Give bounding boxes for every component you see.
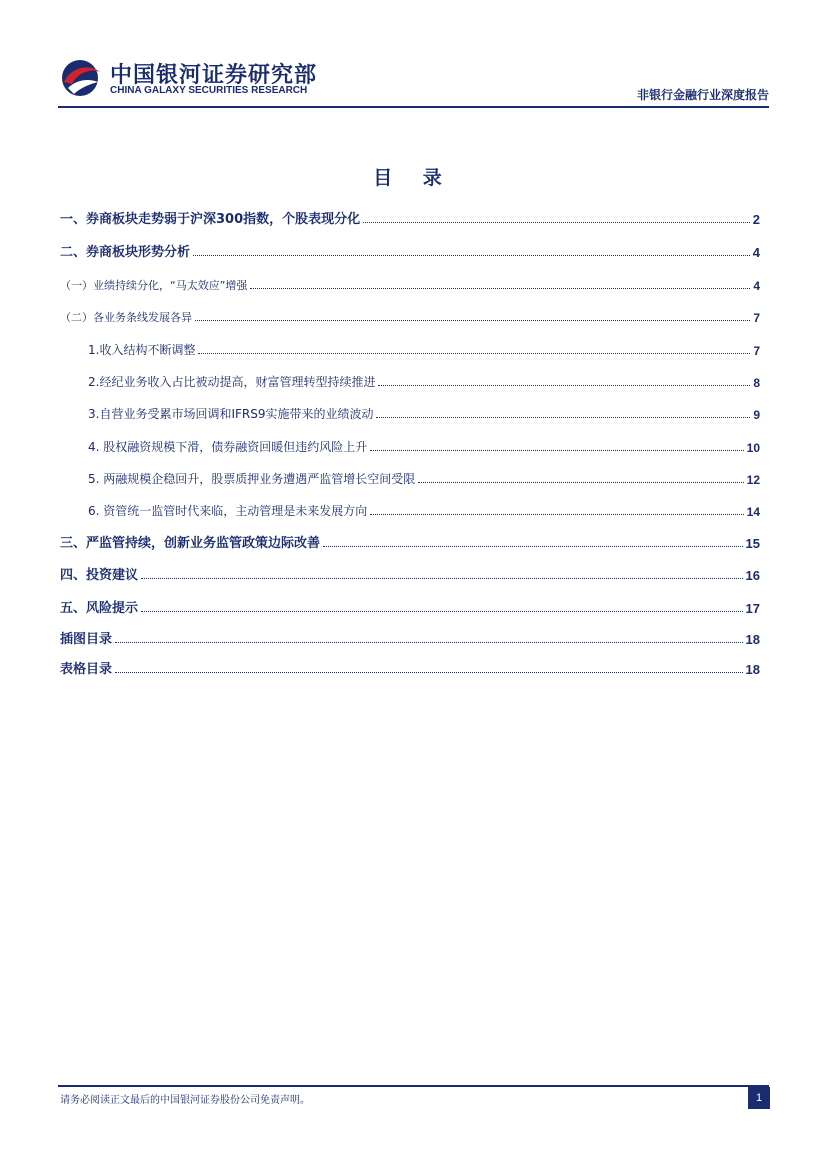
toc-page-number: 18: [745, 662, 760, 677]
toc-dot-leader: [141, 610, 743, 612]
toc-entry[interactable]: [60, 627, 760, 647]
toc-entry-text: 6. 资管统一监管时代来临，主动管理是未来发展方向: [88, 504, 368, 518]
footer-divider: [58, 1085, 769, 1087]
footer-disclaimer: 请务必阅读正文最后的中国银河证券股份公司免责声明。: [60, 1095, 310, 1106]
toc-dot-leader: [370, 513, 743, 515]
toc-dot-leader: [370, 449, 743, 451]
logo-english-name: CHINA GALAXY SECURITIES RESEARCH: [110, 85, 308, 96]
galaxy-logo-icon: [60, 58, 104, 98]
toc-entry[interactable]: [60, 240, 760, 260]
toc-dot-leader: [115, 641, 743, 643]
toc-dot-leader: [195, 319, 750, 321]
toc-dot-leader: [363, 221, 750, 223]
toc-entry-text: 5. 两融规模企稳回升，股票质押业务遭遇严监管增长空间受限: [88, 472, 416, 486]
toc-dot-leader: [418, 481, 743, 483]
toc-entry[interactable]: [60, 338, 760, 358]
toc-page-number: 12: [746, 473, 760, 487]
toc-entry[interactable]: [60, 657, 760, 677]
toc-entry[interactable]: [60, 563, 760, 583]
toc-dot-leader: [198, 352, 750, 354]
toc-entry-text: 二、券商板块形势分析: [60, 245, 191, 260]
toc-page-number: 18: [745, 632, 760, 647]
toc-entry-text: 2.经纪业务收入占比被动提高，财富管理转型持续推进: [88, 375, 376, 389]
toc-page-number: 4: [753, 279, 760, 293]
toc-entry[interactable]: [60, 531, 760, 551]
toc-page-number: 16: [745, 568, 760, 583]
toc-entry[interactable]: [60, 402, 760, 422]
toc-entry[interactable]: [60, 499, 760, 519]
toc-page-number: 4: [752, 245, 760, 260]
toc-entry-text: 插图目录: [60, 632, 113, 647]
toc-entry-text: 三、严监管持续，创新业务监管政策边际改善: [60, 536, 321, 551]
toc-entry-text: 四、投资建议: [60, 568, 139, 583]
toc-page-number: 14: [746, 505, 760, 519]
toc-entry[interactable]: [60, 207, 760, 227]
page-number-badge: 1: [748, 1087, 770, 1109]
toc-page-number: 17: [745, 601, 760, 616]
toc-entry[interactable]: [60, 435, 760, 455]
toc-dot-leader: [115, 671, 743, 673]
toc-entry-text: （二）各业务条线发展各异: [60, 311, 192, 324]
toc-entry[interactable]: [60, 370, 760, 390]
toc-entry-text: 4. 股权融资规模下滑，债券融资回暖但违约风险上升: [88, 440, 368, 454]
toc-page-number: 8: [753, 376, 760, 390]
toc-dot-leader: [193, 254, 750, 256]
toc-entry[interactable]: [60, 596, 760, 616]
logo-chinese-name: 中国银河证券研究部: [110, 63, 318, 88]
toc-page-number: 15: [745, 536, 760, 551]
company-logo: [60, 58, 330, 98]
toc-page-number: 2: [752, 212, 760, 227]
toc-page-number: 10: [746, 441, 760, 455]
toc-entry[interactable]: [60, 305, 760, 325]
toc-page-number: 7: [753, 344, 760, 358]
toc-dot-leader: [376, 416, 750, 418]
toc-entry[interactable]: [60, 467, 760, 487]
toc-dot-leader: [378, 384, 750, 386]
toc-page-number: 9: [753, 408, 760, 422]
toc-dot-leader: [250, 287, 750, 289]
toc-title: 目 录: [373, 167, 454, 189]
toc-entry-text: 3.自营业务受累市场回调和IFRS9实施带来的业绩波动: [88, 407, 374, 421]
report-type-label: 非银行金融行业深度报告: [636, 88, 769, 102]
toc-entry-text: （一）业绩持续分化，“马太效应”增强: [60, 279, 248, 292]
toc-dot-leader: [141, 577, 743, 579]
toc-entry[interactable]: [60, 273, 760, 293]
header-divider: [58, 106, 769, 108]
toc-dot-leader: [323, 545, 743, 547]
toc-entry-text: 1.收入结构不断调整: [88, 343, 196, 357]
toc-entry-text: 一、券商板块走势弱于沪深300指数，个股表现分化: [60, 212, 361, 227]
toc-entry-text: 表格目录: [60, 662, 113, 677]
toc-page-number: 7: [753, 311, 760, 325]
toc-entry-text: 五、风险提示: [60, 601, 139, 616]
